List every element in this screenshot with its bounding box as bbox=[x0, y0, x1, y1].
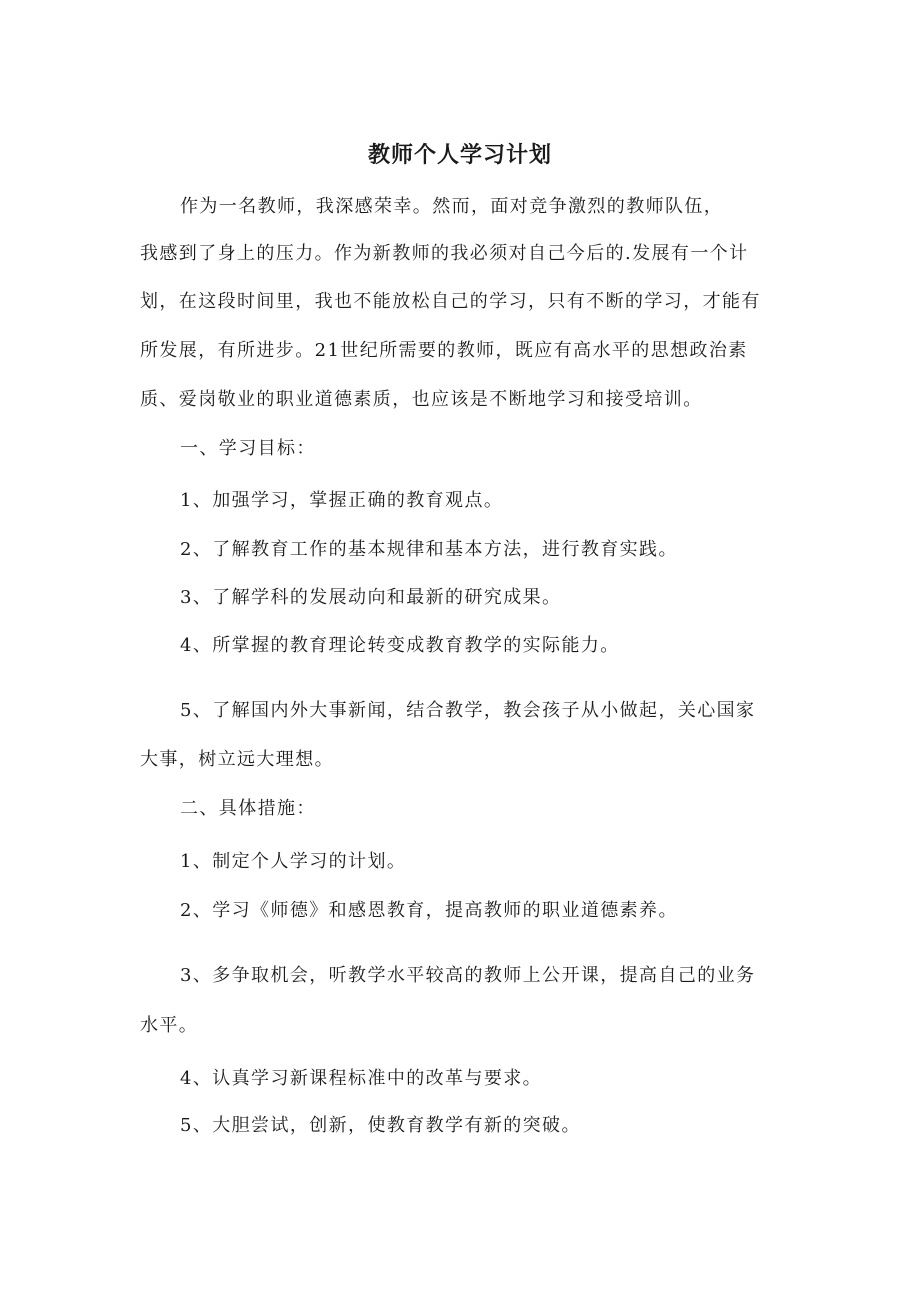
measure-item-3-line-1: 3、多争取机会，听教学水平较高的教师上公开课，提高自己的业务 bbox=[180, 965, 756, 986]
measure-item-5: 5、大胆尝试，创新，使教育教学有新的突破。 bbox=[180, 1115, 581, 1136]
measure-item-1: 1、制定个人学习的计划。 bbox=[180, 851, 407, 872]
goal-item-3: 3、了解学科的发展动向和最新的研究成果。 bbox=[180, 587, 562, 608]
measure-item-4: 4、认真学习新课程标准中的改革与要求。 bbox=[180, 1068, 543, 1089]
section-1-heading: 一、学习目标： bbox=[180, 438, 316, 459]
goal-item-5-line-2: 大事，树立远大理想。 bbox=[140, 749, 334, 770]
intro-line-3: 划，在这段时间里，我也不能放松自己的学习，只有不断的学习，才能有 bbox=[140, 291, 761, 312]
intro-line-4: 所发展，有所进步。21世纪所需要的教师，既应有高水平的思想政治素 bbox=[140, 340, 748, 361]
goal-item-5-line-1: 5、了解国内外大事新闻，结合教学，教会孩子从小做起，关心国家 bbox=[180, 700, 756, 721]
document-title: 教师个人学习计划 bbox=[367, 143, 552, 168]
intro-line-2: 我感到了身上的压力。作为新教师的我必须对自己今后的.发展有一个计 bbox=[140, 243, 749, 264]
goal-item-2: 2、了解教育工作的基本规律和基本方法，进行教育实践。 bbox=[180, 539, 678, 560]
intro-line-1: 作为一名教师，我深感荣幸。然而，面对竞争激烈的教师队伍， bbox=[180, 196, 724, 217]
measure-item-2: 2、学习《师德》和感恩教育，提高教师的职业道德素养。 bbox=[180, 900, 678, 921]
intro-line-5: 质、爱岗敬业的职业道德素质，也应该是不断地学习和接受培训。 bbox=[140, 389, 703, 410]
section-2-heading: 二、具体措施： bbox=[180, 798, 316, 819]
measure-item-3-line-2: 水平。 bbox=[140, 1015, 199, 1036]
goal-item-1: 1、加强学习，掌握正确的教育观点。 bbox=[180, 490, 504, 511]
goal-item-4: 4、所掌握的教育理论转变成教育教学的实际能力。 bbox=[180, 635, 620, 656]
